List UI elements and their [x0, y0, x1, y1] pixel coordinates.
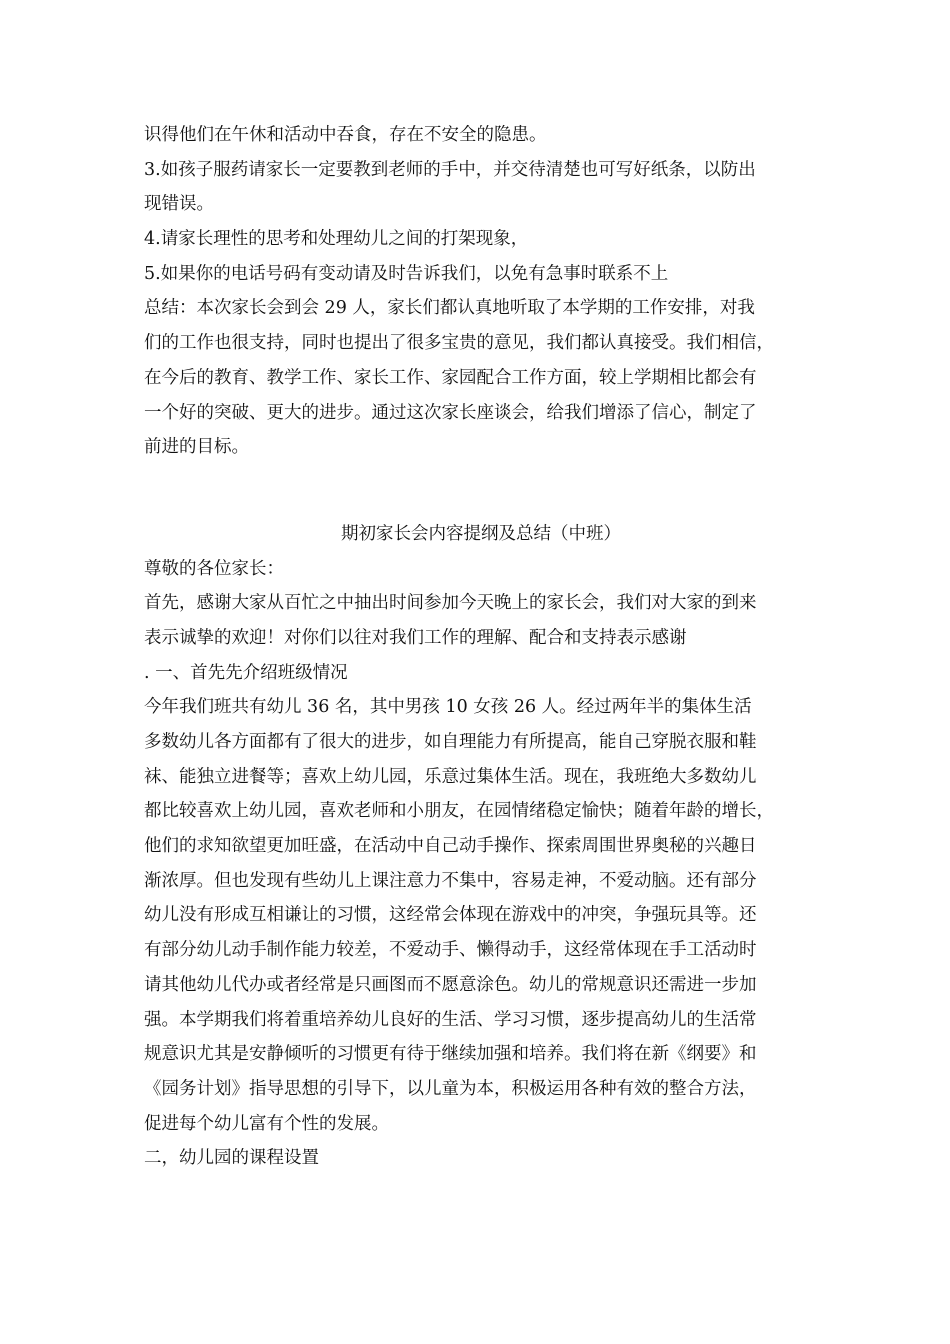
section-previous-notes	[144, 118, 810, 465]
paragraph-line: 表示诚挚的欢迎！对你们以往对我们工作的理解、配合和支持表示感谢	[144, 627, 687, 648]
section-meeting-outline	[144, 517, 810, 1176]
paragraph-line: 规意识尤其是安静倾听的习惯更有待于继续加强和培养。我们将在新《纲要》和	[144, 1044, 757, 1065]
paragraph-line: 他们的求知欲望更加旺盛，在活动中自己动手操作、探索周围世界奥秘的兴趣日	[144, 836, 757, 857]
heading-class-intro: . 一、首先先介绍班级情况	[144, 662, 348, 683]
paragraph-line: 《园务计划》指导思想的引导下，以儿童为本，积极运用各种有效的整合方法，	[144, 1078, 757, 1099]
summary-line: 前进的目标。	[144, 437, 249, 458]
paragraph-line: 首先，感谢大家从百忙之中抽出时间参加今天晚上的家长会，我们对大家的到来	[144, 593, 757, 614]
summary-line: 一个好的突破、更大的进步。通过这次家长座谈会，给我们增添了信心，制定了	[144, 402, 757, 423]
section-title: 期初家长会内容提纲及总结（中班）	[341, 523, 621, 544]
paragraph-line: 袜、能独立进餐等；喜欢上幼儿园，乐意过集体生活。现在，我班绝大多数幼儿	[144, 766, 757, 787]
paragraph-line: 4.请家长理性的思考和处理幼儿之间的打架现象，	[144, 229, 529, 250]
paragraph-line: 5.如果你的电话号码有变动请及时告诉我们，以免有急事时联系不上	[144, 263, 669, 284]
paragraph-line: 今年我们班共有幼儿 36 名，其中男孩 10 女孩 26 人。经过两年半的集体生活	[144, 697, 752, 718]
paragraph-line: 有部分幼儿动手制作能力较差，不爱动手、懒得动手，这经常体现在手工活动时	[144, 940, 757, 961]
salutation: 尊敬的各位家长：	[144, 558, 284, 579]
summary-line: 总结：本次家长会到会 29 人，家长们都认真地听取了本学期的工作安排，对我	[144, 298, 755, 319]
paragraph-line: 强。本学期我们将着重培养幼儿良好的生活、学习习惯，逐步提高幼儿的生活常	[144, 1009, 757, 1030]
paragraph-line: 多数幼儿各方面都有了很大的进步，如自理能力有所提高，能自己穿脱衣服和鞋	[144, 732, 757, 752]
paragraph-line: 3.如孩子服药请家长一定要教到老师的手中，并交待清楚也可写好纸条，以防出	[144, 159, 756, 180]
paragraph-line: 都比较喜欢上幼儿园，喜欢老师和小朋友，在园情绪稳定愉快；随着年龄的增长，	[144, 801, 774, 822]
paragraph-line: 幼儿没有形成互相谦让的习惯，这经常会体现在游戏中的冲突，争强玩具等。还	[144, 905, 757, 926]
paragraph-line: 渐浓厚。但也发现有些幼儿上课注意力不集中，容易走神，不爱动脑。还有部分	[144, 870, 757, 891]
paragraph-line: 识得他们在午休和活动中吞食，存在不安全的隐患。	[144, 125, 547, 145]
paragraph-line: 请其他幼儿代办或者经常是只画图而不愿意涂色。幼儿的常规意识还需进一步加	[144, 974, 757, 995]
heading-curriculum: 二，幼儿园的课程设置	[144, 1148, 319, 1169]
document-page	[144, 118, 810, 1176]
paragraph-line: 促进每个幼儿富有个性的发展。	[144, 1113, 389, 1134]
paragraph-line: 现错误。	[144, 194, 214, 215]
summary-line: 们的工作也很支持，同时也提出了很多宝贵的意见，我们都认真接受。我们相信，	[144, 333, 774, 354]
section-spacer	[144, 465, 810, 517]
summary-line: 在今后的教育、教学工作、家长工作、家园配合工作方面，较上学期相比都会有	[144, 367, 757, 388]
